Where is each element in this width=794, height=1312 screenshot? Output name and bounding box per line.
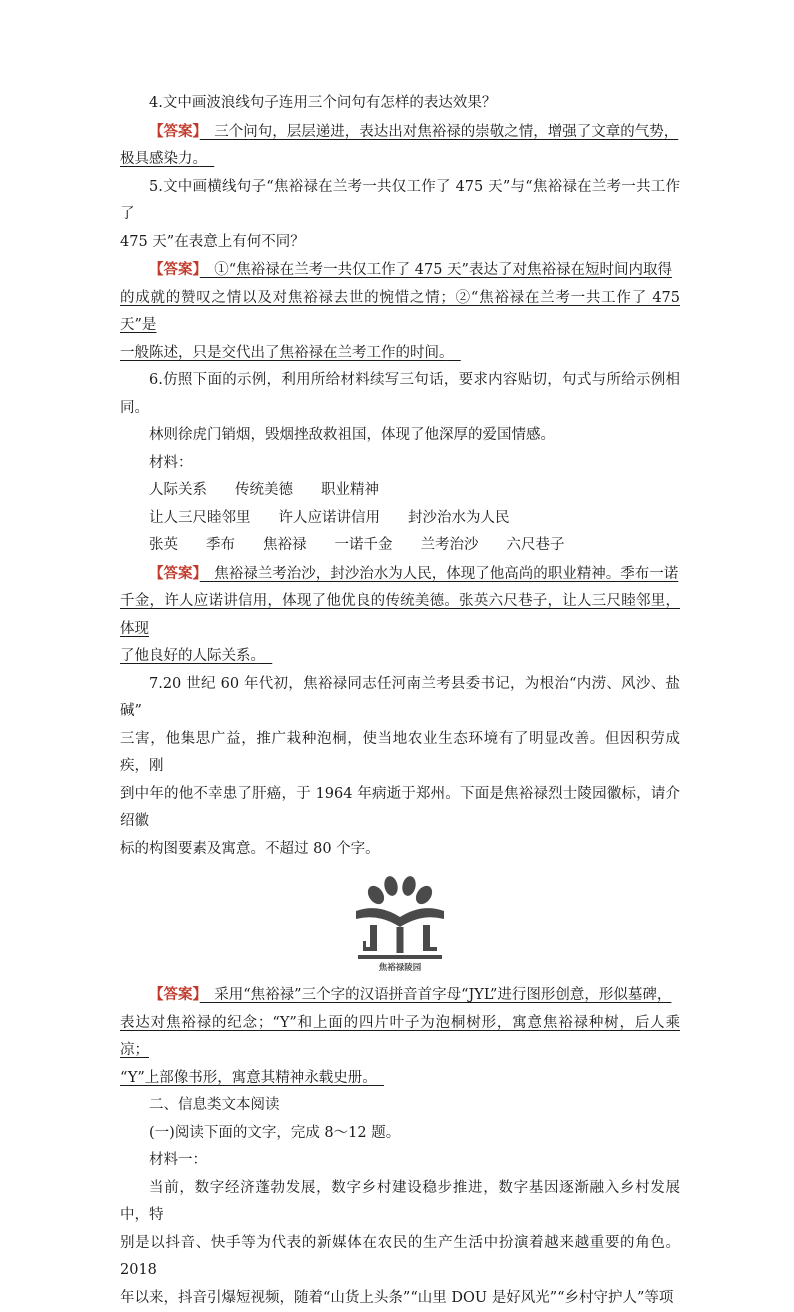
q7-question-3: 到中年的他不幸患了肝癌，于 1964 年病逝于郑州。下面是焦裕禄烈士陵园徽标，请介绍徽: [120, 781, 680, 836]
q6-answer-cont-1: [120, 588, 680, 643]
q6-material-row-1: 人际关系 传统美德 职业精神: [120, 477, 680, 505]
q6-answer-text-3: 了他良好的人际关系。: [120, 648, 258, 664]
q6-example: 林则徐虎门销烟，毁烟挫敌救祖国，体现了他深厚的爱国情感。: [120, 422, 680, 450]
cemetery-emblem-icon: [350, 873, 450, 973]
q6-material-row-2: 让人三尺睦邻里 许人应诺讲信用 封沙治水为人民: [120, 505, 680, 533]
q6-answer-text-1: 焦裕禄兰考治沙，封沙治水为人民，体现了他高尚的职业精神。季布一诺: [200, 566, 679, 582]
logo-caption: 焦裕禄陵园: [379, 962, 422, 973]
q4-answer: [120, 118, 680, 147]
q5-answer: [120, 256, 680, 285]
q7-answer-text-3: “Y”上部像书形，寓意其精神永载史册。: [120, 1070, 370, 1086]
q7-question-4: 标的构图要素及寓意。不超过 80 个字。: [120, 836, 680, 864]
q7-answer-text-2: 表达对焦裕禄的纪念；“Y”和上面的四片叶子为泡桐树形，寓意焦裕禄种树，后人乘凉；: [120, 1015, 680, 1059]
answer-tag: 【答案】: [149, 986, 200, 1003]
material1-para-1: 当前，数字经济蓬勃发展，数字乡村建设稳步推进，数字基因逐渐融入乡村发展中，特: [120, 1175, 680, 1230]
q5-question-1: 5.文中画横线句子“焦裕禄在兰考一共仅工作了 475 天”与“焦裕禄在兰考一共工作了: [120, 174, 680, 229]
q5-answer-text-1: ①“焦裕禄在兰考一共仅工作了 475 天”表达了对焦裕禄在短时间内取得: [200, 262, 672, 278]
page-content: [120, 90, 680, 1312]
q7-answer-text-1: 采用“焦裕禄”三个字的汉语拼音首字母“JYL”进行图形创意，形似墓碑，: [200, 987, 672, 1003]
material1-para-3: 年以来，抖音引爆短视频，随着“山货上头条”“山里 DOU 是好风光”“乡村守护人”等项: [120, 1285, 680, 1312]
answer-tag: 【答案】: [149, 565, 200, 582]
material1-para-2: 别是以抖音、快手等为代表的新媒体在农民的生产生活中扮演着越来越重要的角色。2018: [120, 1230, 680, 1285]
q6-answer-cont-2: [120, 643, 680, 671]
q6-material-row-3: 张英 季布 焦裕禄 一诺千金 兰考治沙 六尺巷子: [120, 532, 680, 560]
q4-answer-text-1: 三个问句，层层递进，表达出对焦裕禄的崇敬之情，增强了文章的气势，: [200, 124, 679, 140]
cemetery-logo: [120, 873, 680, 973]
material1-label: 材料一：: [120, 1147, 680, 1175]
q6-question: 6.仿照下面的示例，利用所给材料续写三句话，要求内容贴切，句式与所给示例相同。: [120, 367, 680, 422]
answer-tag: 【答案】: [149, 123, 200, 140]
q6-answer-text-2: 千金，许人应诺讲信用，体现了他优良的传统美德。张英六尺巷子，让人三尺睦邻里，体现: [120, 593, 680, 637]
q6-answer: [120, 560, 680, 589]
q7-question-2: 三害，他集思广益，推广栽种泡桐，使当地农业生态环境有了明显改善。但因积劳成疾，刚: [120, 726, 680, 781]
q7-answer-cont-1: [120, 1010, 680, 1065]
q7-answer-cont-2: [120, 1065, 680, 1093]
q5-question-2: 475 天”在表意上有何不同？: [120, 229, 680, 257]
q5-answer-text-2: 的成就的赞叹之情以及对焦裕禄去世的惋惜之情；②“焦裕禄在兰考一共工作了 475 天”是: [120, 290, 680, 334]
q5-answer-text-3: 一般陈述，只是交代出了焦裕禄在兰考工作的时间。: [120, 345, 446, 361]
q4-question: 4.文中画波浪线句子连用三个问句有怎样的表达效果？: [120, 90, 680, 118]
answer-tag: 【答案】: [149, 261, 200, 278]
q5-answer-cont-1: [120, 285, 680, 340]
section-sub: (一)阅读下面的文字，完成 8～12 题。: [120, 1120, 680, 1148]
q4-answer-cont: [120, 146, 680, 174]
section-heading: 二、信息类文本阅读: [120, 1092, 680, 1120]
q6-material-label: 材料：: [120, 450, 680, 478]
q4-answer-text-2: 极具感染力。: [120, 151, 200, 167]
q5-answer-cont-2: [120, 340, 680, 368]
q7-question-1: 7.20 世纪 60 年代初，焦裕禄同志任河南兰考县委书记，为根治“内涝、风沙、盐碱”: [120, 671, 680, 726]
q7-answer: [120, 981, 680, 1010]
